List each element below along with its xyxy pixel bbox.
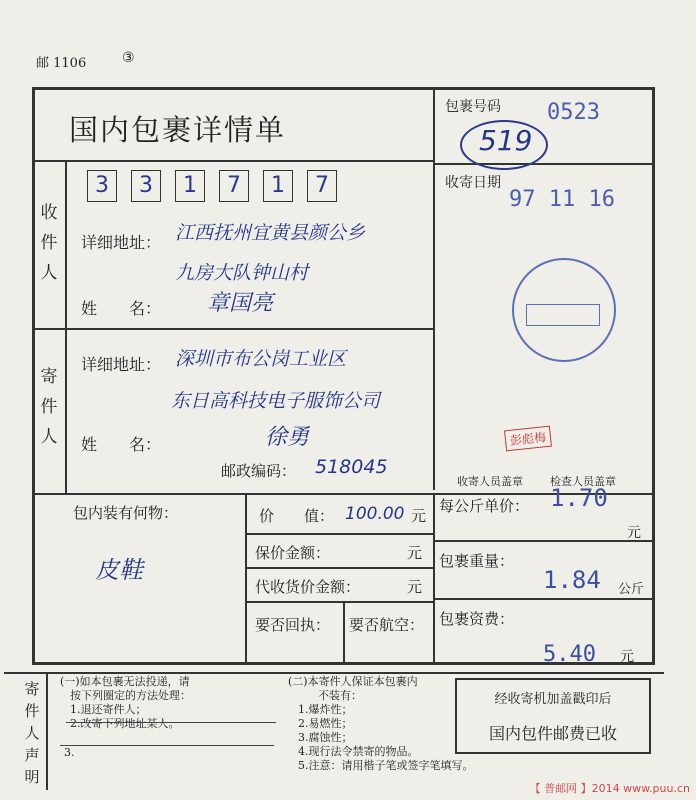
postcode-box-2[interactable]: 3 bbox=[131, 170, 161, 202]
postage-paid-box bbox=[455, 678, 651, 754]
date-label: 收寄日期 bbox=[445, 175, 501, 191]
col2-line: 2.易燃性； bbox=[298, 717, 353, 730]
col1-line: 3. bbox=[60, 745, 274, 760]
recipient-sender-divider bbox=[35, 328, 433, 330]
parcel-number-stamp: 0523 bbox=[547, 100, 600, 125]
col1-line: 1.退还寄件人； bbox=[70, 703, 147, 716]
parcel-form bbox=[32, 87, 655, 665]
center-divider bbox=[433, 90, 435, 490]
parcel-number-divider bbox=[433, 163, 652, 165]
col1-line: 2.改寄下列地址某人。 bbox=[70, 717, 180, 730]
sender-postcode-label: 邮政编码： bbox=[221, 462, 297, 480]
recipient-address-line2[interactable]: 九房大队钟山村 bbox=[175, 262, 309, 284]
postcode-box-5[interactable]: 1 bbox=[263, 170, 293, 202]
declaration-side-divider bbox=[46, 672, 48, 790]
sender-address-label: 详细地址： bbox=[81, 355, 162, 374]
weight-label: 包裹重量： bbox=[439, 552, 515, 570]
values-row3 bbox=[245, 601, 433, 603]
fee-value[interactable]: 5.40 bbox=[543, 642, 596, 667]
col2-line: 5.注意：请用楷子笔或签字笔填写。 bbox=[298, 759, 474, 772]
sender-address-line1[interactable]: 深圳市布公岗工业区 bbox=[175, 348, 347, 370]
form-title: 国内包裹详情单 bbox=[69, 113, 287, 147]
fee-label: 包裹资费： bbox=[439, 610, 515, 628]
sender-address-line2[interactable]: 东日高科技电子服饰公司 bbox=[171, 390, 381, 412]
weight-value[interactable]: 1.84 bbox=[543, 566, 601, 594]
unit-price-label: 每公斤单价： bbox=[439, 497, 530, 515]
postcode-box-6[interactable]: 7 bbox=[307, 170, 337, 202]
air-label: 要否航空： bbox=[349, 616, 425, 634]
title-divider bbox=[35, 160, 433, 162]
postcode-box-4[interactable]: 7 bbox=[219, 170, 249, 202]
fee-unit: 元 bbox=[620, 649, 634, 665]
col1-address-line bbox=[66, 722, 276, 723]
col1-line: 按下列圈定的方法处理： bbox=[70, 689, 191, 702]
price-label: 价 值： bbox=[259, 507, 335, 525]
unit-price-unit: 元 bbox=[627, 525, 641, 541]
col2-line: 1.爆炸性； bbox=[298, 703, 353, 716]
sender-side-label: 寄 件 人 bbox=[40, 367, 58, 447]
recipient-name-label: 姓 名： bbox=[81, 299, 162, 318]
postage-box-line2: 国内包件邮费已收 bbox=[488, 724, 617, 743]
declaration-col2 bbox=[288, 675, 474, 773]
unit-price-value[interactable]: 1.70 bbox=[550, 484, 608, 512]
parcel-number-handwritten: 519 bbox=[479, 124, 533, 157]
declaration-top-line bbox=[4, 672, 664, 674]
right-row1 bbox=[433, 540, 652, 542]
col1-title: (一)如本包裹无法投递，请 bbox=[60, 675, 190, 688]
col2-line: 不装有： bbox=[318, 689, 362, 702]
col2-line: 3.腐蚀性； bbox=[298, 731, 353, 744]
postage-box-line1: 经收寄机加盖戳印后 bbox=[494, 692, 612, 707]
recipient-side-label: 收 件 人 bbox=[40, 203, 58, 283]
col2-title: (二)本寄件人保证本包裹内 bbox=[288, 675, 418, 688]
sender-name-value[interactable]: 徐勇 bbox=[265, 425, 310, 450]
parcel-number-label: 包裹号码 bbox=[445, 99, 501, 115]
form-code: 邮 1106 bbox=[36, 56, 87, 71]
right-row2 bbox=[433, 598, 652, 600]
declaration-col1 bbox=[60, 675, 274, 760]
contents-label: 包内装有何物： bbox=[73, 504, 179, 522]
recipient-address-line1[interactable]: 江西抚州宜黄县颜公乡 bbox=[175, 222, 366, 244]
postcode-box-3[interactable]: 1 bbox=[175, 170, 205, 202]
insured-label: 保价金额： bbox=[255, 544, 331, 562]
collector-stamp-label: 收寄人员盖章 bbox=[457, 475, 523, 488]
recipient-address-label: 详细地址： bbox=[81, 233, 162, 252]
receipt-air-divider bbox=[343, 601, 345, 663]
price-value[interactable]: 100.00 bbox=[345, 504, 405, 524]
postmark-inner bbox=[526, 304, 600, 326]
contents-value[interactable]: 皮鞋 bbox=[95, 556, 143, 584]
declaration-side-label: 寄 件 人 声 明 bbox=[24, 680, 40, 786]
receipt-label: 要否回执： bbox=[255, 616, 331, 634]
insured-unit: 元 bbox=[407, 544, 423, 562]
price-unit: 元 bbox=[411, 507, 427, 525]
site-watermark: 【 普邮网 】2014 www.puu.cn bbox=[529, 782, 690, 795]
sender-name-label: 姓 名： bbox=[81, 435, 162, 454]
inspector-stamp-label: 检查人员盖章 bbox=[550, 475, 616, 488]
weight-unit: 公斤 bbox=[618, 582, 645, 597]
values-row1 bbox=[245, 533, 433, 535]
cod-label: 代收货价金额： bbox=[255, 578, 361, 596]
red-personal-stamp: 彭彪梅 bbox=[504, 426, 552, 452]
date-stamp: 97 11 16 bbox=[509, 187, 615, 212]
values-divider bbox=[433, 493, 435, 663]
cod-unit: 元 bbox=[407, 578, 423, 596]
col2-line: 4.现行法令禁寄的物品。 bbox=[298, 745, 419, 758]
contents-divider bbox=[245, 493, 247, 663]
postcode-box-1[interactable]: 3 bbox=[87, 170, 117, 202]
circled-number: ③ bbox=[122, 50, 135, 66]
sender-postcode-value[interactable]: 518045 bbox=[315, 456, 388, 478]
values-row2 bbox=[245, 567, 433, 569]
recipient-name-value[interactable]: 章国亮 bbox=[207, 291, 274, 316]
